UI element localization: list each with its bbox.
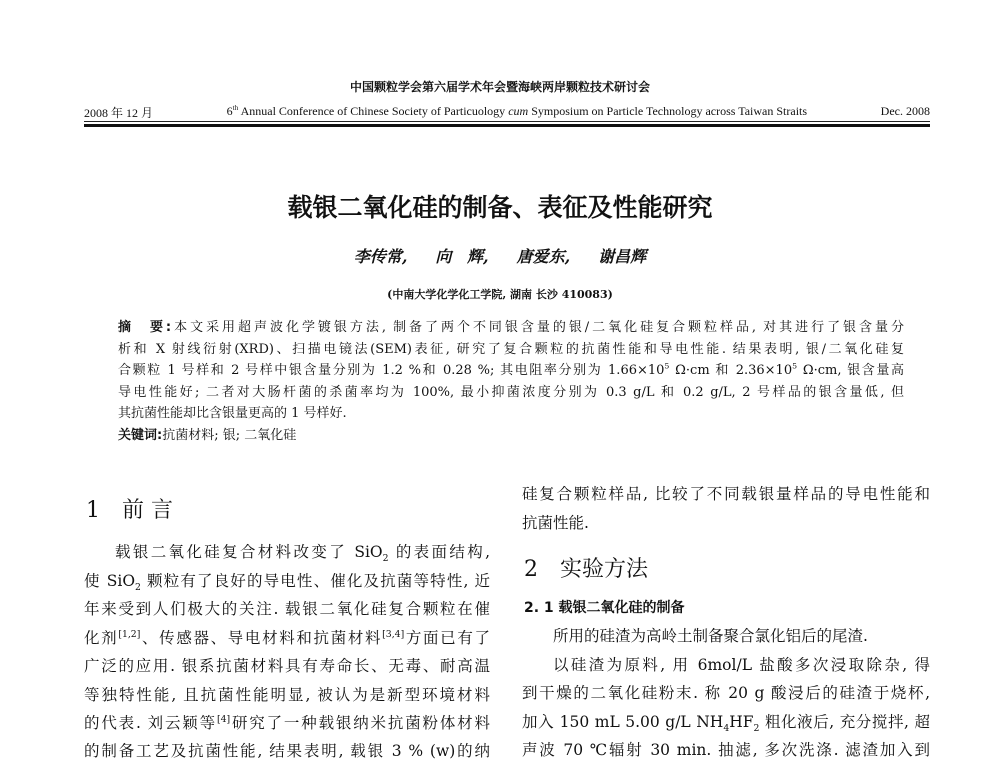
conference-title-en xyxy=(227,104,807,121)
section-heading-2 xyxy=(524,552,648,583)
section-title: 实验方法 xyxy=(560,557,649,582)
text-segment: 的代表. 刘云颖等 xyxy=(84,714,217,732)
author-list xyxy=(0,244,1000,267)
abstract-line xyxy=(118,316,904,335)
paper-title: 载银二氧化硅的制备、表征及性能研究 xyxy=(287,193,713,222)
text-segment: 2 xyxy=(753,723,760,735)
text-segment: 载银二氧化硅复合材料改变了 SiO xyxy=(115,543,383,561)
text-segment: 、传感器、导电材料和抗菌材料 xyxy=(140,629,383,647)
keywords xyxy=(118,424,904,443)
running-header xyxy=(84,104,930,121)
abstract-text: Ω·cm 和 2.36×10 xyxy=(669,363,793,378)
author: 唐爱东, xyxy=(516,247,571,266)
text-segment: 化剂 xyxy=(84,629,119,647)
author: 向 辉, xyxy=(435,247,489,266)
text-segment: 使 SiO xyxy=(84,572,136,590)
abstract-label: 摘 要: xyxy=(118,320,172,335)
body-line: 广泛的应用. 银系抗菌材料具有寿命长、无毒、耐高温 xyxy=(84,657,490,675)
body-line: 到干燥的二氧化硅粉末. 称 20 g 酸浸后的硅渣于烧杯, xyxy=(522,684,930,702)
citation: [4] xyxy=(216,713,231,725)
exponent: 5 xyxy=(664,361,670,371)
keywords-text: 抗菌材料; 银; 二氧化硅 xyxy=(162,428,297,443)
body-line: 声波 70 ℃辐射 30 min. 抽滤, 多次洗涤. 滤渣加入到 xyxy=(522,741,930,759)
text-segment: 研究了一种载银纳米抗菌粉体材料 xyxy=(230,714,490,732)
body-line: 以硅渣为原料, 用 6mol/L 盐酸多次浸取除杂, 得 xyxy=(553,656,930,674)
body-line xyxy=(84,711,490,733)
conf-cum: cum xyxy=(508,104,529,118)
conf-text-b: Symposium on Particle Technology across Taiwan Straits xyxy=(528,104,808,118)
body-line: 所用的硅渣为高岭土制备聚合氯化铝后的尾渣. xyxy=(553,627,868,645)
body-line xyxy=(84,540,490,564)
citation: [3,4] xyxy=(382,628,405,640)
text-segment: 4 xyxy=(723,723,730,735)
body-line xyxy=(522,710,930,734)
text-segment: 粗化液后, 充分搅拌, 超 xyxy=(759,713,930,731)
subsection-heading: 2. 1 载银二氧化硅的制备 xyxy=(524,600,685,616)
exponent: 5 xyxy=(792,361,798,371)
conf-text-a: Annual Conference of Chinese Society of Particuology xyxy=(238,104,509,118)
header-rule-thick xyxy=(84,124,930,127)
conf-num-sup: th xyxy=(232,104,239,112)
body-line: 硅复合颗粒样品, 比较了不同载银量样品的导电性能和 xyxy=(522,485,930,503)
abstract-text: 合颗粒 1 号样和 2 号样中银含量分别为 1.2 %和 0.28 %; 其电阻率分别为 1.66×10 xyxy=(118,363,665,378)
author: 李传常, xyxy=(353,247,408,266)
text-segment: 颗粒有了良好的导电性、催化及抗菌等特性, 近 xyxy=(140,572,490,590)
body-line: 年来受到人们极大的关注. 载银二氧化硅复合颗粒在催 xyxy=(84,600,490,618)
citation: [1,2] xyxy=(118,628,141,640)
body-line: 抗菌性能. xyxy=(522,514,589,532)
date-cn: 2008 年 12 月 xyxy=(84,106,154,120)
text-segment: 的表面结构, xyxy=(388,543,491,561)
section-number: 1 xyxy=(86,498,100,523)
body-line xyxy=(84,626,490,648)
conf-num: 6 xyxy=(226,104,233,118)
header-rule-thin xyxy=(84,121,930,122)
text-segment: 2 xyxy=(382,553,389,565)
abstract-line: 析和 X 射线衍射(XRD)、扫描电镜法(SEM)表征, 研究了复合颗粒的抗菌性能和导电性能. 结果表明, 银/二氧化硅复 xyxy=(118,342,904,357)
text-segment: 2 xyxy=(135,582,141,594)
text-segment: 方面已有了 xyxy=(404,629,490,647)
abstract-text: Ω·cm, 银含量高 xyxy=(797,363,905,378)
abstract-line xyxy=(118,359,904,378)
abstract-text: 本文采用超声波化学镀银方法, 制备了两个不同银含量的银/二氧化硅复合颗粒样品, 对其进行了银含量分 xyxy=(171,320,904,335)
keywords-label: 关键词: xyxy=(118,428,163,443)
conference-title-cn: 中国颗粒学会第六届学术年会暨海峡两岸颗粒技术研讨会 xyxy=(349,80,650,94)
affiliation: (中南大学化学化工学院, 湖南 长沙 410083) xyxy=(387,288,613,301)
body-line xyxy=(84,569,490,593)
abstract-line: 导电性能好; 二者对大肠杆菌的杀菌率均为 100%, 最小抑菌浓度分别为 0.3 g/L 和 0.2 g/L, 2 号样品的银含量低, 但 xyxy=(118,385,904,400)
section-number: 2 xyxy=(524,557,538,582)
body-line: 等独特性能, 且抗菌性能明显, 被认为是新型环境材料 xyxy=(84,686,490,704)
abstract-line: 其抗菌性能却比含银量更高的 1 号样好. xyxy=(118,406,347,421)
section-title: 前 言 xyxy=(122,498,173,523)
text-segment: HF xyxy=(729,713,754,731)
author: 谢昌辉 xyxy=(598,247,647,266)
text-segment: 加入 150 mL 5.00 g/L NH xyxy=(522,713,724,731)
body-line: 的制备工艺及抗菌性能, 结果表明, 载银 3 % (w)的纳 xyxy=(84,742,490,760)
date-en: Dec. 2008 xyxy=(880,104,930,118)
section-heading-1 xyxy=(86,493,173,524)
